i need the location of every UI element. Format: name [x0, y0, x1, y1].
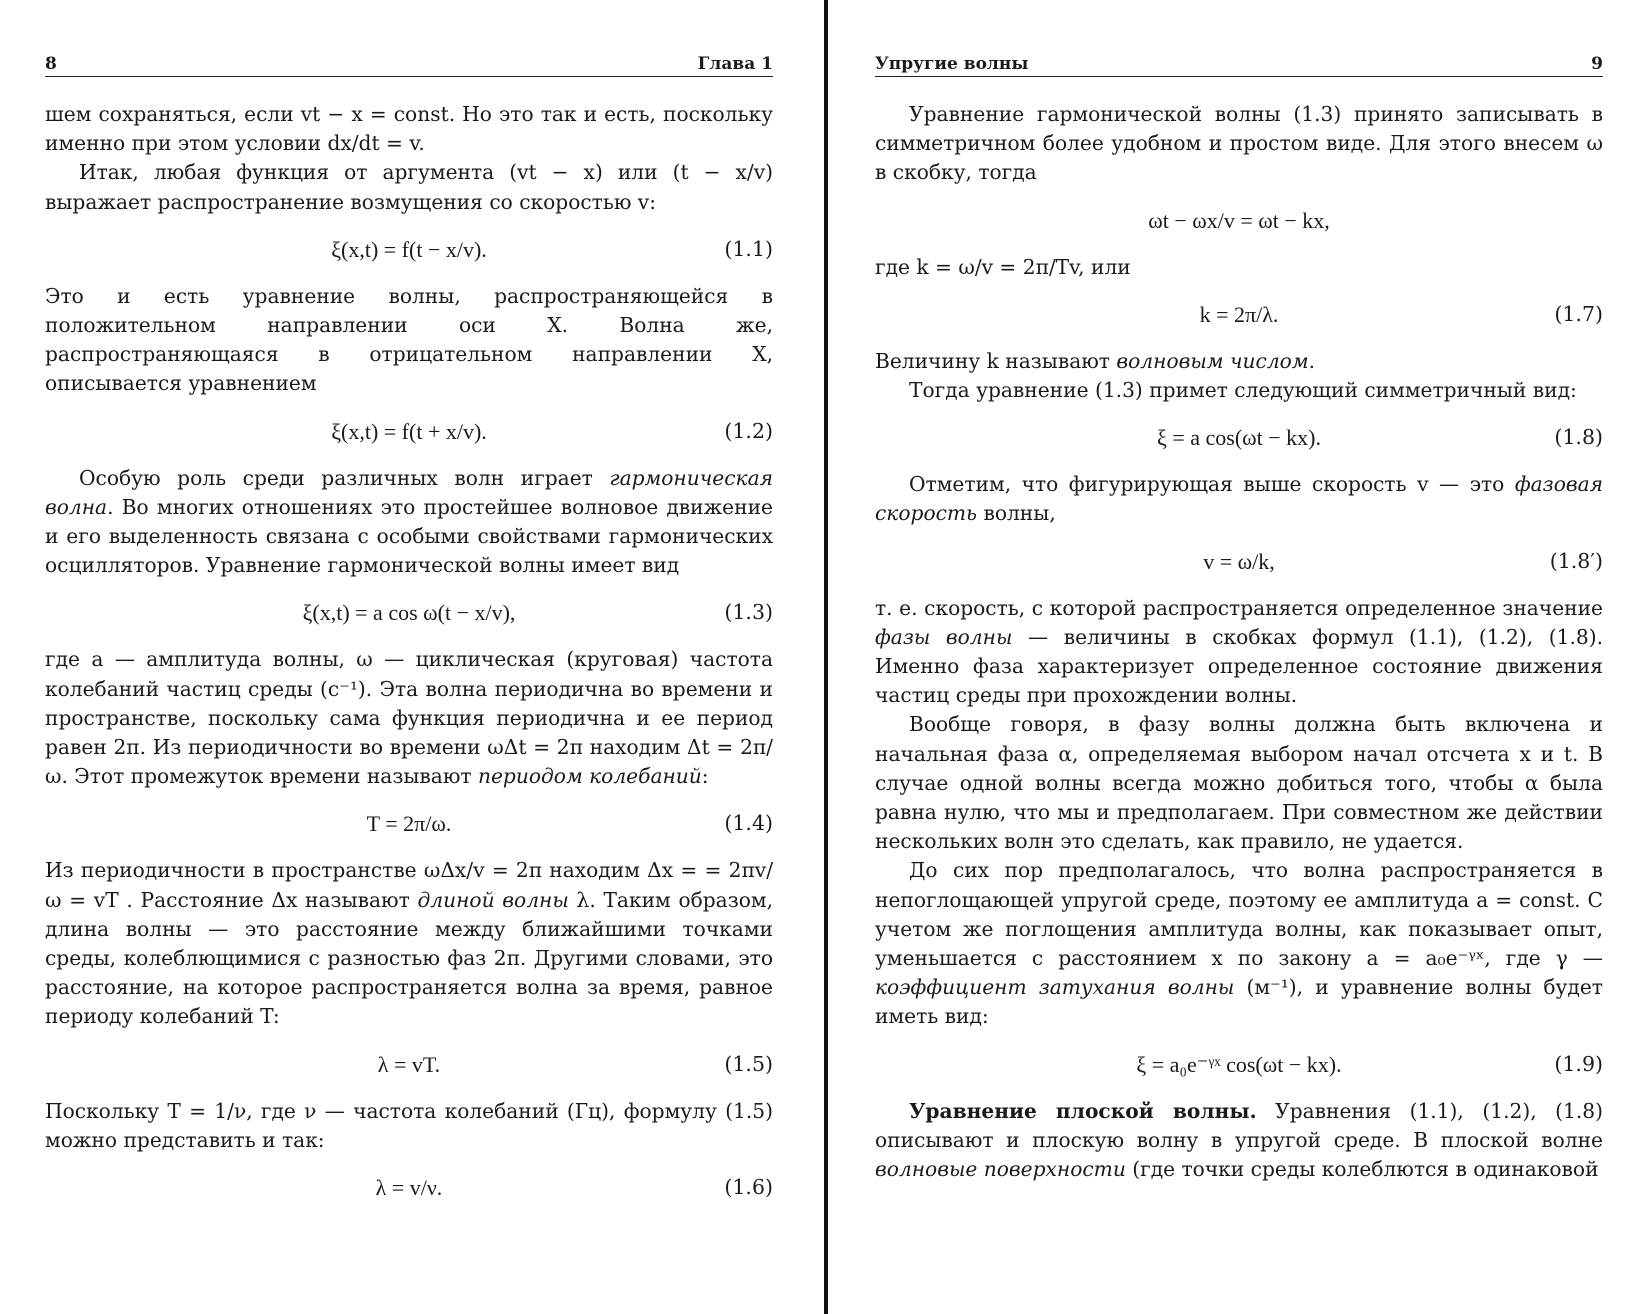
- equation-formula: λ = v/ν.: [375, 1175, 443, 1201]
- equation-formula: ξ(x,t) = f(t + x/v).: [331, 418, 487, 444]
- term-wave-phase: фазы волны: [875, 624, 1013, 649]
- paragraph: Уравнение гармонической волны (1.3) принято записывать в симметричном более удобном и простом виде. Для этого внесем ω в скобку, тогда: [875, 102, 1603, 185]
- equation-1-8: [875, 423, 1603, 452]
- equation-number: (1.8): [1554, 425, 1603, 450]
- paragraph: Отметим, что фигурирующая выше скорость v — это фазовая скорость волны,: [875, 472, 1603, 526]
- paragraph: Итак, любая функция от аргумента (vt − x) или (t − x/v) выражает распространение возмущения со скоростью v:: [45, 160, 773, 214]
- left-page-body: [45, 100, 773, 1220]
- equation-1-8-prime: [875, 547, 1603, 576]
- paragraph: Это и есть уравнение волны, распространяющейся в положительном направлении оси X. Волна же, распространяющаяся в отрицательном направлении X, описывается уравнением: [45, 283, 773, 396]
- term-wave-surfaces: волновые поверхности: [875, 1157, 1126, 1182]
- equation-number: (1.3): [724, 600, 773, 625]
- equation-1-3: [45, 598, 773, 627]
- term-attenuation-coefficient: коэффициент затухания волны: [875, 975, 1235, 1000]
- equation-formula: ξ(x,t) = a cos ω(t − x/v),: [302, 600, 516, 626]
- paragraph: Уравнение плоской волны. Уравнения (1.1), (1.2), (1.8) описывают и плоскую волну в упругой среде. В плоской волне волновые поверхности (где точки среды колеблются в одинаковой: [875, 1098, 1603, 1182]
- term-wavelength: длиной волны: [417, 887, 569, 912]
- paragraph: Из периодичности в пространстве ωΔx/v = 2π находим Δx = = 2πv/ω = vT . Расстояние Δx называют длиной волны λ. Таким образом, длина волны — это расстояние между ближайшими точками среды, колеблющимися с разностью фаз 2π. Другими словами, это расстояние, на которое распространяется волна за время, равное периоду колебаний T:: [45, 858, 773, 1029]
- paragraph: где k = ω/v = 2π/Tv, или: [875, 254, 1131, 279]
- left-page-header: [45, 48, 773, 77]
- term-wave-number: волновым числом: [1116, 348, 1309, 373]
- equation-formula: ξ = a cos(ωt − kx).: [1157, 425, 1321, 451]
- equation-unnumbered: [875, 206, 1603, 235]
- equation-1-6: [45, 1173, 773, 1202]
- equation-formula: λ = vT.: [377, 1051, 441, 1077]
- right-page-header: [875, 48, 1603, 77]
- equation-number: (1.9): [1554, 1051, 1603, 1076]
- chapter-running-head: Глава 1: [697, 54, 773, 74]
- equation-formula: ξ(x,t) = f(t − x/v).: [331, 236, 487, 262]
- page-number: 8: [45, 54, 57, 74]
- equation-number: (1.4): [724, 811, 773, 836]
- equation-1-7: [875, 300, 1603, 329]
- equation-number: (1.6): [724, 1175, 773, 1200]
- equation-number: (1.5): [724, 1051, 773, 1076]
- paragraph: Тогда уравнение (1.3) примет следующий симметричный вид:: [909, 378, 1577, 403]
- term-harmonic-wave: гармоническая волна: [45, 465, 773, 519]
- paragraph: шем сохраняться, если vt − x = const. Но это так и есть, поскольку именно при этом условии dx/dt = v.: [45, 102, 773, 156]
- paragraph: Величину k называют волновым числом.: [875, 348, 1315, 373]
- equation-formula: ωt − ωx/v = ωt − kx,: [1148, 207, 1330, 233]
- section-running-head: Упругие волны: [875, 54, 1029, 74]
- term-phase-velocity: фазовая скорость: [875, 472, 1603, 526]
- equation-number: (1.8′): [1549, 548, 1603, 573]
- section-heading-plane-wave: Уравнение плоской волны.: [909, 1098, 1257, 1123]
- equation-formula: k = 2π/λ.: [1199, 301, 1279, 327]
- equation-1-5: [45, 1050, 773, 1079]
- equation-1-9: [875, 1050, 1603, 1079]
- paragraph: где a — амплитуда волны, ω — циклическая (круговая) частота колебаний частиц среды (c⁻¹). Эта волна периодична во времени и пространстве, поскольку сама функция периодична и ее период равен 2π. Из периодичности во времени ωΔt = 2π находим Δt = 2π/ω. Этот промежуток времени называют периодом колебаний:: [45, 647, 773, 789]
- right-page: [830, 0, 1650, 1314]
- page-number: 9: [1591, 54, 1603, 74]
- paragraph: Вообще говоря, в фазу волны должна быть включена и начальная фаза α, определяемая выбором начал отсчета x и t. В случае одной волны всегда можно добиться того, чтобы α была равна нулю, что мы и предполагаем. При совместном же действии нескольких волн это сделать, как правило, не удается.: [875, 712, 1603, 854]
- paragraph: т. е. скорость, с которой распространяется определенное значение фазы волны — величины в скобках формул (1.1), (1.2), (1.8). Именно фаза характеризует определенное состояние движения частиц среды при прохождении волны.: [875, 595, 1603, 708]
- equation-number: (1.1): [724, 236, 773, 261]
- right-page-body: [875, 100, 1603, 1184]
- paragraph: Поскольку T = 1/ν, где ν — частота колебаний (Гц), формулу (1.5) можно представить и так:: [45, 1098, 773, 1152]
- equation-number: (1.2): [724, 418, 773, 443]
- paragraph: Особую роль среди различных волн играет гармоническая волна. Во многих отношениях это простейшее волновое движение и его выделенность связана с особыми свойствами гармонических осцилляторов. Уравнение гармонической волны имеет вид: [45, 465, 773, 578]
- paragraph: До сих пор предполагалось, что волна распространяется в непоглощающей упругой среде, поэтому ее амплитуда a = const. С учетом же поглощения амплитуда волны, как показывает опыт, уменьшается с расстоянием x по закону a = a₀e⁻ᵞˣ, где γ — коэффициент затухания волны (м⁻¹), и уравнение волны будет иметь вид:: [875, 858, 1603, 1029]
- term-period: периодом колебаний: [477, 764, 702, 789]
- equation-number: (1.7): [1554, 301, 1603, 326]
- equation-formula: ξ = a₀e⁻ᵞˣ cos(ωt − kx).: [1136, 1051, 1342, 1077]
- equation-formula: v = ω/k,: [1203, 548, 1275, 574]
- equation-1-4: [45, 809, 773, 838]
- equation-formula: T = 2π/ω.: [366, 811, 452, 837]
- equation-1-2: [45, 417, 773, 446]
- equation-1-1: [45, 235, 773, 264]
